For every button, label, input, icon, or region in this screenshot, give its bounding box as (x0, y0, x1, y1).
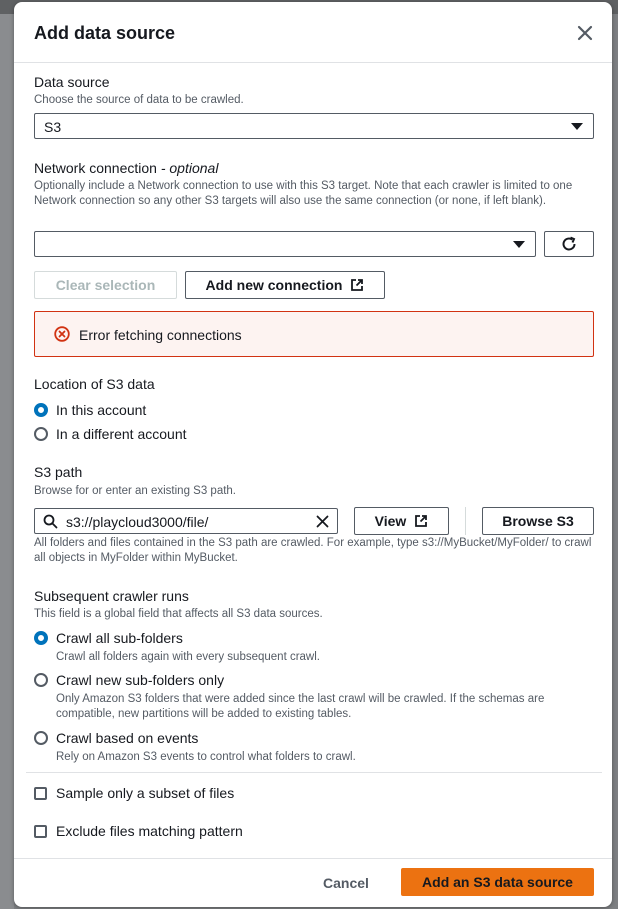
browse-s3-label: Browse S3 (502, 513, 574, 529)
error-alert (34, 311, 594, 357)
data-source-select[interactable] (34, 113, 594, 139)
search-icon (43, 514, 58, 529)
browse-s3-button[interactable] (482, 507, 594, 535)
radio-crawl-events[interactable] (34, 731, 48, 745)
chevron-down-icon (513, 241, 525, 248)
network-connection-select[interactable] (34, 231, 536, 257)
add-s3-data-source-label: Add an S3 data source (422, 874, 573, 890)
optional-tag: - optional (156, 160, 219, 176)
radio-this-account-label: In this account (56, 402, 147, 418)
add-new-connection-button[interactable] (185, 271, 385, 299)
modal-header (14, 2, 612, 63)
external-link-icon (350, 278, 364, 292)
view-s3-label: View (374, 513, 407, 529)
add-data-source-modal (14, 2, 612, 907)
radio-crawl-new-label: Crawl new sub-folders only (56, 672, 225, 688)
radio-crawl-new-description: Only Amazon S3 folders that were added since the last crawl will be crawled. If the schemas are compatible, new partitions will be added to existing tables. (56, 693, 545, 720)
radio-crawl-all-label: Crawl all sub-folders (56, 630, 183, 646)
s3-path-input[interactable] (34, 508, 338, 534)
radio-crawl-new[interactable] (34, 673, 48, 687)
s3-path-description: Browse for or enter an existing S3 path. (34, 485, 236, 497)
section-divider (26, 772, 602, 773)
radio-different-account[interactable] (34, 427, 48, 441)
button-divider (465, 507, 466, 535)
clear-selection-label: Clear selection (55, 277, 156, 293)
add-new-connection-label: Add new connection (205, 277, 343, 293)
s3-path-label: S3 path (34, 464, 83, 480)
exclude-pattern-label: Exclude files matching pattern (56, 823, 243, 839)
view-s3-button[interactable] (354, 507, 449, 535)
cancel-button[interactable]: Cancel (323, 875, 369, 891)
network-connection-label (34, 160, 218, 176)
modal-footer (14, 858, 612, 908)
radio-crawl-events-description: Rely on Amazon S3 events to control what folders to crawl. (56, 751, 356, 763)
close-icon[interactable] (574, 22, 596, 44)
subsequent-runs-description: This field is a global field that affects all S3 data sources. (34, 608, 323, 620)
modal-title: Add data source (34, 23, 176, 43)
error-message: Error fetching connections (79, 327, 242, 343)
sample-subset-checkbox[interactable] (34, 787, 47, 800)
data-source-value: S3 (44, 119, 62, 135)
s3-path-help: All folders and files contained in the S3 path are crawled. For example, type s3://MyBucket/MyFolder/ to crawl all objects in MyFolder within MyBucket. (34, 537, 592, 564)
data-source-description: Choose the source of data to be crawled. (34, 94, 244, 106)
radio-crawl-all[interactable] (34, 631, 48, 645)
refresh-icon (560, 235, 578, 253)
network-connection-title: Network connection (34, 160, 157, 176)
data-source-label: Data source (34, 74, 110, 90)
exclude-pattern-checkbox[interactable] (34, 825, 47, 838)
error-icon (54, 326, 70, 342)
radio-crawl-events-label: Crawl based on events (56, 730, 199, 746)
chevron-down-icon (571, 123, 583, 130)
sample-subset-label: Sample only a subset of files (56, 785, 235, 801)
s3-path-value: s3://playcloud3000/file/ (66, 514, 209, 530)
external-link-icon (414, 514, 428, 528)
radio-different-account-label: In a different account (56, 426, 187, 442)
add-s3-data-source-button[interactable] (401, 868, 594, 896)
location-label: Location of S3 data (34, 376, 155, 392)
radio-this-account[interactable] (34, 403, 48, 417)
clear-selection-button[interactable] (34, 271, 177, 299)
radio-crawl-all-description: Crawl all folders again with every subsequent crawl. (56, 651, 320, 663)
clear-input-icon[interactable] (316, 515, 329, 528)
subsequent-runs-label: Subsequent crawler runs (34, 588, 189, 604)
refresh-connections-button[interactable] (544, 231, 594, 257)
background-page (0, 14, 14, 909)
network-connection-description: Optionally include a Network connection to use with this S3 target. Note that each crawler is limited to one Network connection so any other S3 targets will also use the same connection (or none, if left blank). (34, 180, 573, 207)
